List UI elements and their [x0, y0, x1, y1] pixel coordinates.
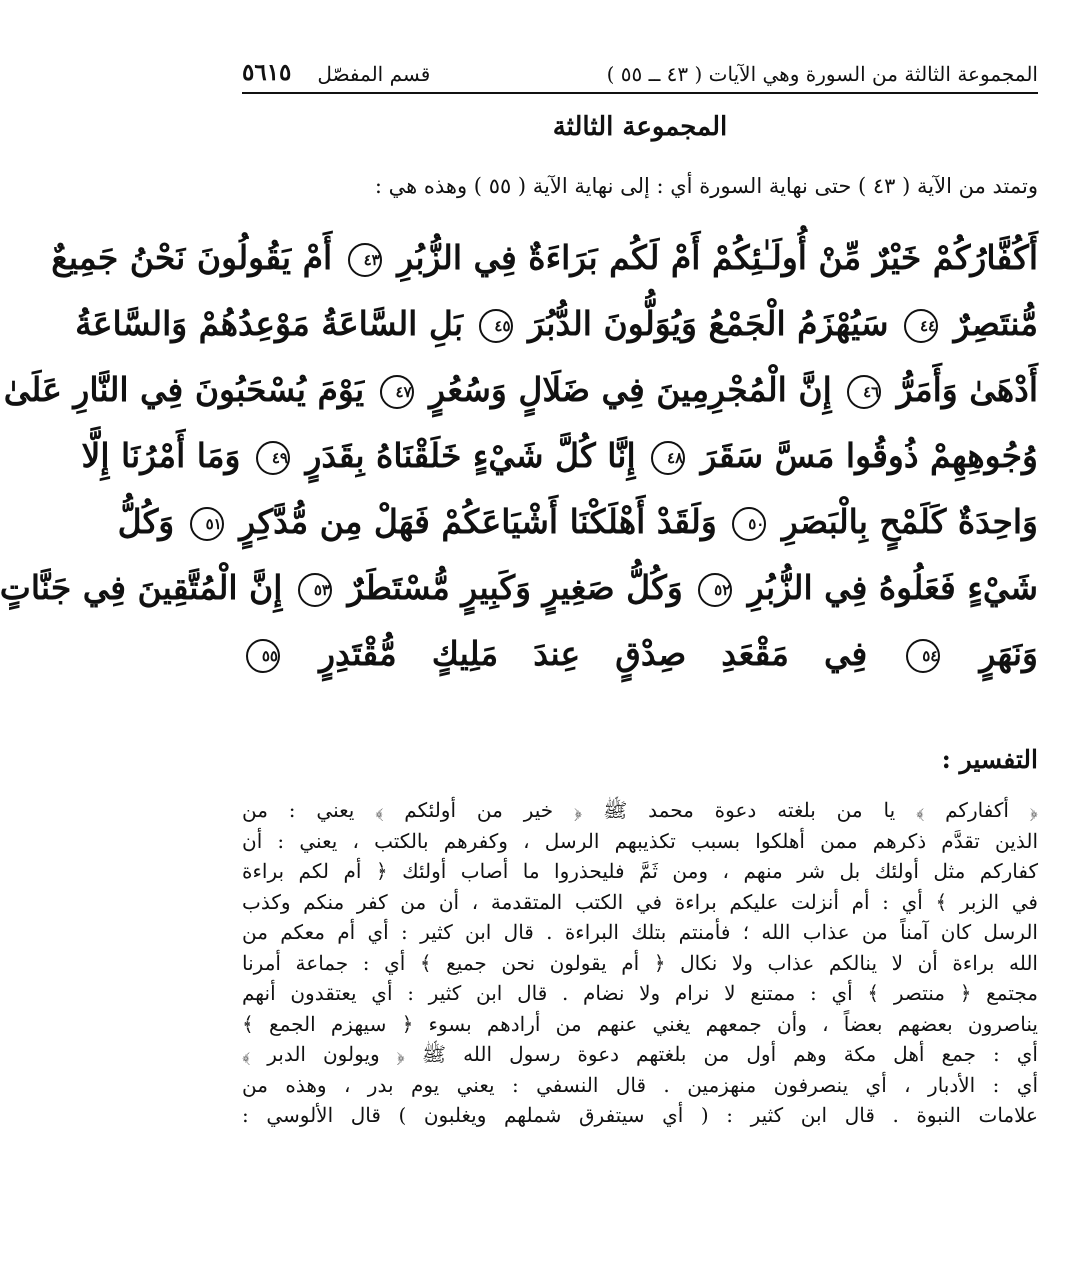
header-rule: [242, 92, 1038, 94]
ayah-number-marker: ٥٣: [298, 573, 332, 607]
ayah-number-marker: ٥٠: [732, 507, 766, 541]
ayah-number-marker: ٤٥: [479, 309, 513, 343]
ayah-number-marker: ٥٤: [906, 639, 940, 673]
ayah-number-marker: ٤٧: [380, 375, 414, 409]
verse-text: إِنَّا كُلَّ شَيْءٍ خَلَقْنَاهُ بِقَدَرٍ: [305, 436, 636, 475]
verse-line: [75, 291, 1038, 357]
verse-text: سَيُهْزَمُ الْجَمْعُ وَيُوَلُّونَ الدُّبُرَ: [528, 304, 889, 343]
verse-line: [81, 423, 1038, 489]
verse-text: وَاحِدَةٌ كَلَمْحٍ بِالْبَصَرِ: [781, 502, 1038, 541]
verse-line: [3, 357, 1038, 423]
verse-text: بَلِ السَّاعَةُ مَوْعِدُهُمْ وَالسَّاعَةُ: [75, 304, 464, 343]
verse-text: فِي مَقْعَدِ صِدْقٍ عِندَ مَلِيكٍ مُّقْتَدِرٍ: [319, 634, 868, 673]
tafsir-heading: التفسير :: [941, 745, 1038, 774]
tafsir-line: كفاركم مثل أولئك بل شر منهم ، ومن ثَمَّ فليحذروا ما أصاب أولئك ﴿ أم لكم براءة: [242, 859, 1038, 883]
ayah-number-marker: ٥١: [190, 507, 224, 541]
verse-text: وَمَا أَمْرُنَا إِلَّا: [81, 436, 241, 475]
running-head-left: [242, 59, 430, 86]
tafsir-line: أي : جمع أهل مكة وهم أول من بلغتهم دعوة رسول الله ﷺ ﴿ ويولون الدبر ﴾: [242, 1042, 1038, 1066]
tafsir-body: [242, 795, 1038, 1131]
tafsir-line: مجتمع ﴿ منتصر ﴾ أي : ممتنع لا نرام ولا نضام . قال ابن كثير : أي يعتقدون أنهم: [242, 981, 1038, 1005]
ayah-number-marker: ٤٩: [256, 441, 290, 475]
tafsir-line: علامات النبوة . قال ابن كثير : ( أي سيتفرق شملهم ويغلبون ) قال الألوسي :: [242, 1103, 1038, 1127]
verse-text: وَكُلُّ صَغِيرٍ وَكَبِيرٍ مُّسْتَطَرٌ: [347, 568, 683, 607]
verse-text: إِنَّ الْمُجْرِمِينَ فِي ضَلَالٍ وَسُعُرٍ: [429, 370, 832, 409]
verse-text: إِنَّ الْمُتَّقِينَ فِي جَنَّاتٍ: [0, 568, 283, 607]
verse-text: شَيْءٍ فَعَلُوهُ فِي الزُّبُرِ: [747, 568, 1038, 607]
tafsir-line: في الزبر ﴾ أي : أم أنزلت عليكم براءة في الكتب المتقدمة ، أن من كفر منكم وكذب: [242, 889, 1038, 914]
tafsir-line: يناصرون بعضهم بعضاً ، وأن جمعهم يغني عنهم من أرادهم بسوء ﴿ سيهزم الجمع ﴾: [242, 1011, 1038, 1036]
quran-verses: [0, 225, 1038, 687]
running-head: [242, 52, 1038, 92]
ayah-number-marker: ٤٨: [651, 441, 685, 475]
intro-text: وتمتد من الآية ( ٤٣ ) حتى نهاية السورة أي : إلى نهاية الآية ( ٥٥ ) وهذه هي :: [374, 174, 1038, 198]
tafsir-line: أي : الأدبار ، أي ينصرفون منهزمين . قال النسفي : يعني يوم بدر ، وهذه من: [242, 1072, 1038, 1097]
verse-line: [117, 489, 1038, 555]
verse-text: مُّنتَصِرٌ: [953, 304, 1038, 343]
ayah-number-marker: ٤٤: [904, 309, 938, 343]
verse-line: [0, 555, 1038, 621]
tafsir-line: الذين تقدَّم ذكرهم ممن أهلكوا بسبب تكذيبهم الرسل ، وكفرهم بالكتب ، يعني : أن: [242, 828, 1038, 853]
tafsir-line: ﴿ أكفاركم ﴾ يا من بلغته دعوة محمد ﷺ ﴿ خير من أولئكم ﴾ يعني : من: [242, 798, 1038, 822]
running-title: المجموعة الثالثة من السورة وهي الآيات ( ٤٣ ــ ٥٥ ): [606, 62, 1038, 86]
verse-text: وَنَهَرٍ: [979, 634, 1038, 673]
ayah-number-marker: ٤٣: [348, 243, 382, 277]
tafsir-line: الرسل كان آمناً من عذاب الله ؛ فأمنتم بتلك البراءة . قال ابن كثير : أي أم معكم من: [242, 920, 1038, 944]
verse-text: وُجُوهِهِمْ ذُوقُوا مَسَّ سَقَرَ: [700, 436, 1038, 475]
verse-text: وَكُلُّ: [117, 502, 175, 541]
section-name: قسم المفصّل: [317, 62, 431, 86]
verse-text: أَكُفَّارُكُمْ خَيْرٌ مِّنْ أُولَـٰئِكُمْ أَمْ لَكُم بَرَاءَةٌ فِي الزُّبُرِ: [397, 238, 1038, 277]
ayah-number-marker: ٥٢: [698, 573, 732, 607]
verse-text: أَدْهَىٰ وَأَمَرُّ: [896, 370, 1038, 409]
tafsir-line: الله براءة أن لا ينالكم عذاب ولا نكال ﴿ أم يقولون نحن جميع ﴾ أي : جماعة أمرنا: [242, 950, 1038, 975]
ayah-number-marker: ٥٥: [246, 639, 280, 673]
verse-line: [51, 225, 1038, 291]
verse-text: يَوْمَ يُسْحَبُونَ فِي النَّارِ عَلَىٰ: [3, 370, 365, 409]
section-title: المجموعة الثالثة: [552, 112, 728, 142]
verse-text: وَلَقَدْ أَهْلَكْنَا أَشْيَاعَكُمْ فَهَلْ مِن مُّدَّكِرٍ: [239, 502, 717, 541]
page-number: ٥٦١٥: [242, 59, 292, 86]
verse-text: أَمْ يَقُولُونَ نَحْنُ جَمِيعٌ: [51, 238, 333, 277]
ayah-number-marker: ٤٦: [847, 375, 881, 409]
verse-line: [242, 621, 1038, 687]
